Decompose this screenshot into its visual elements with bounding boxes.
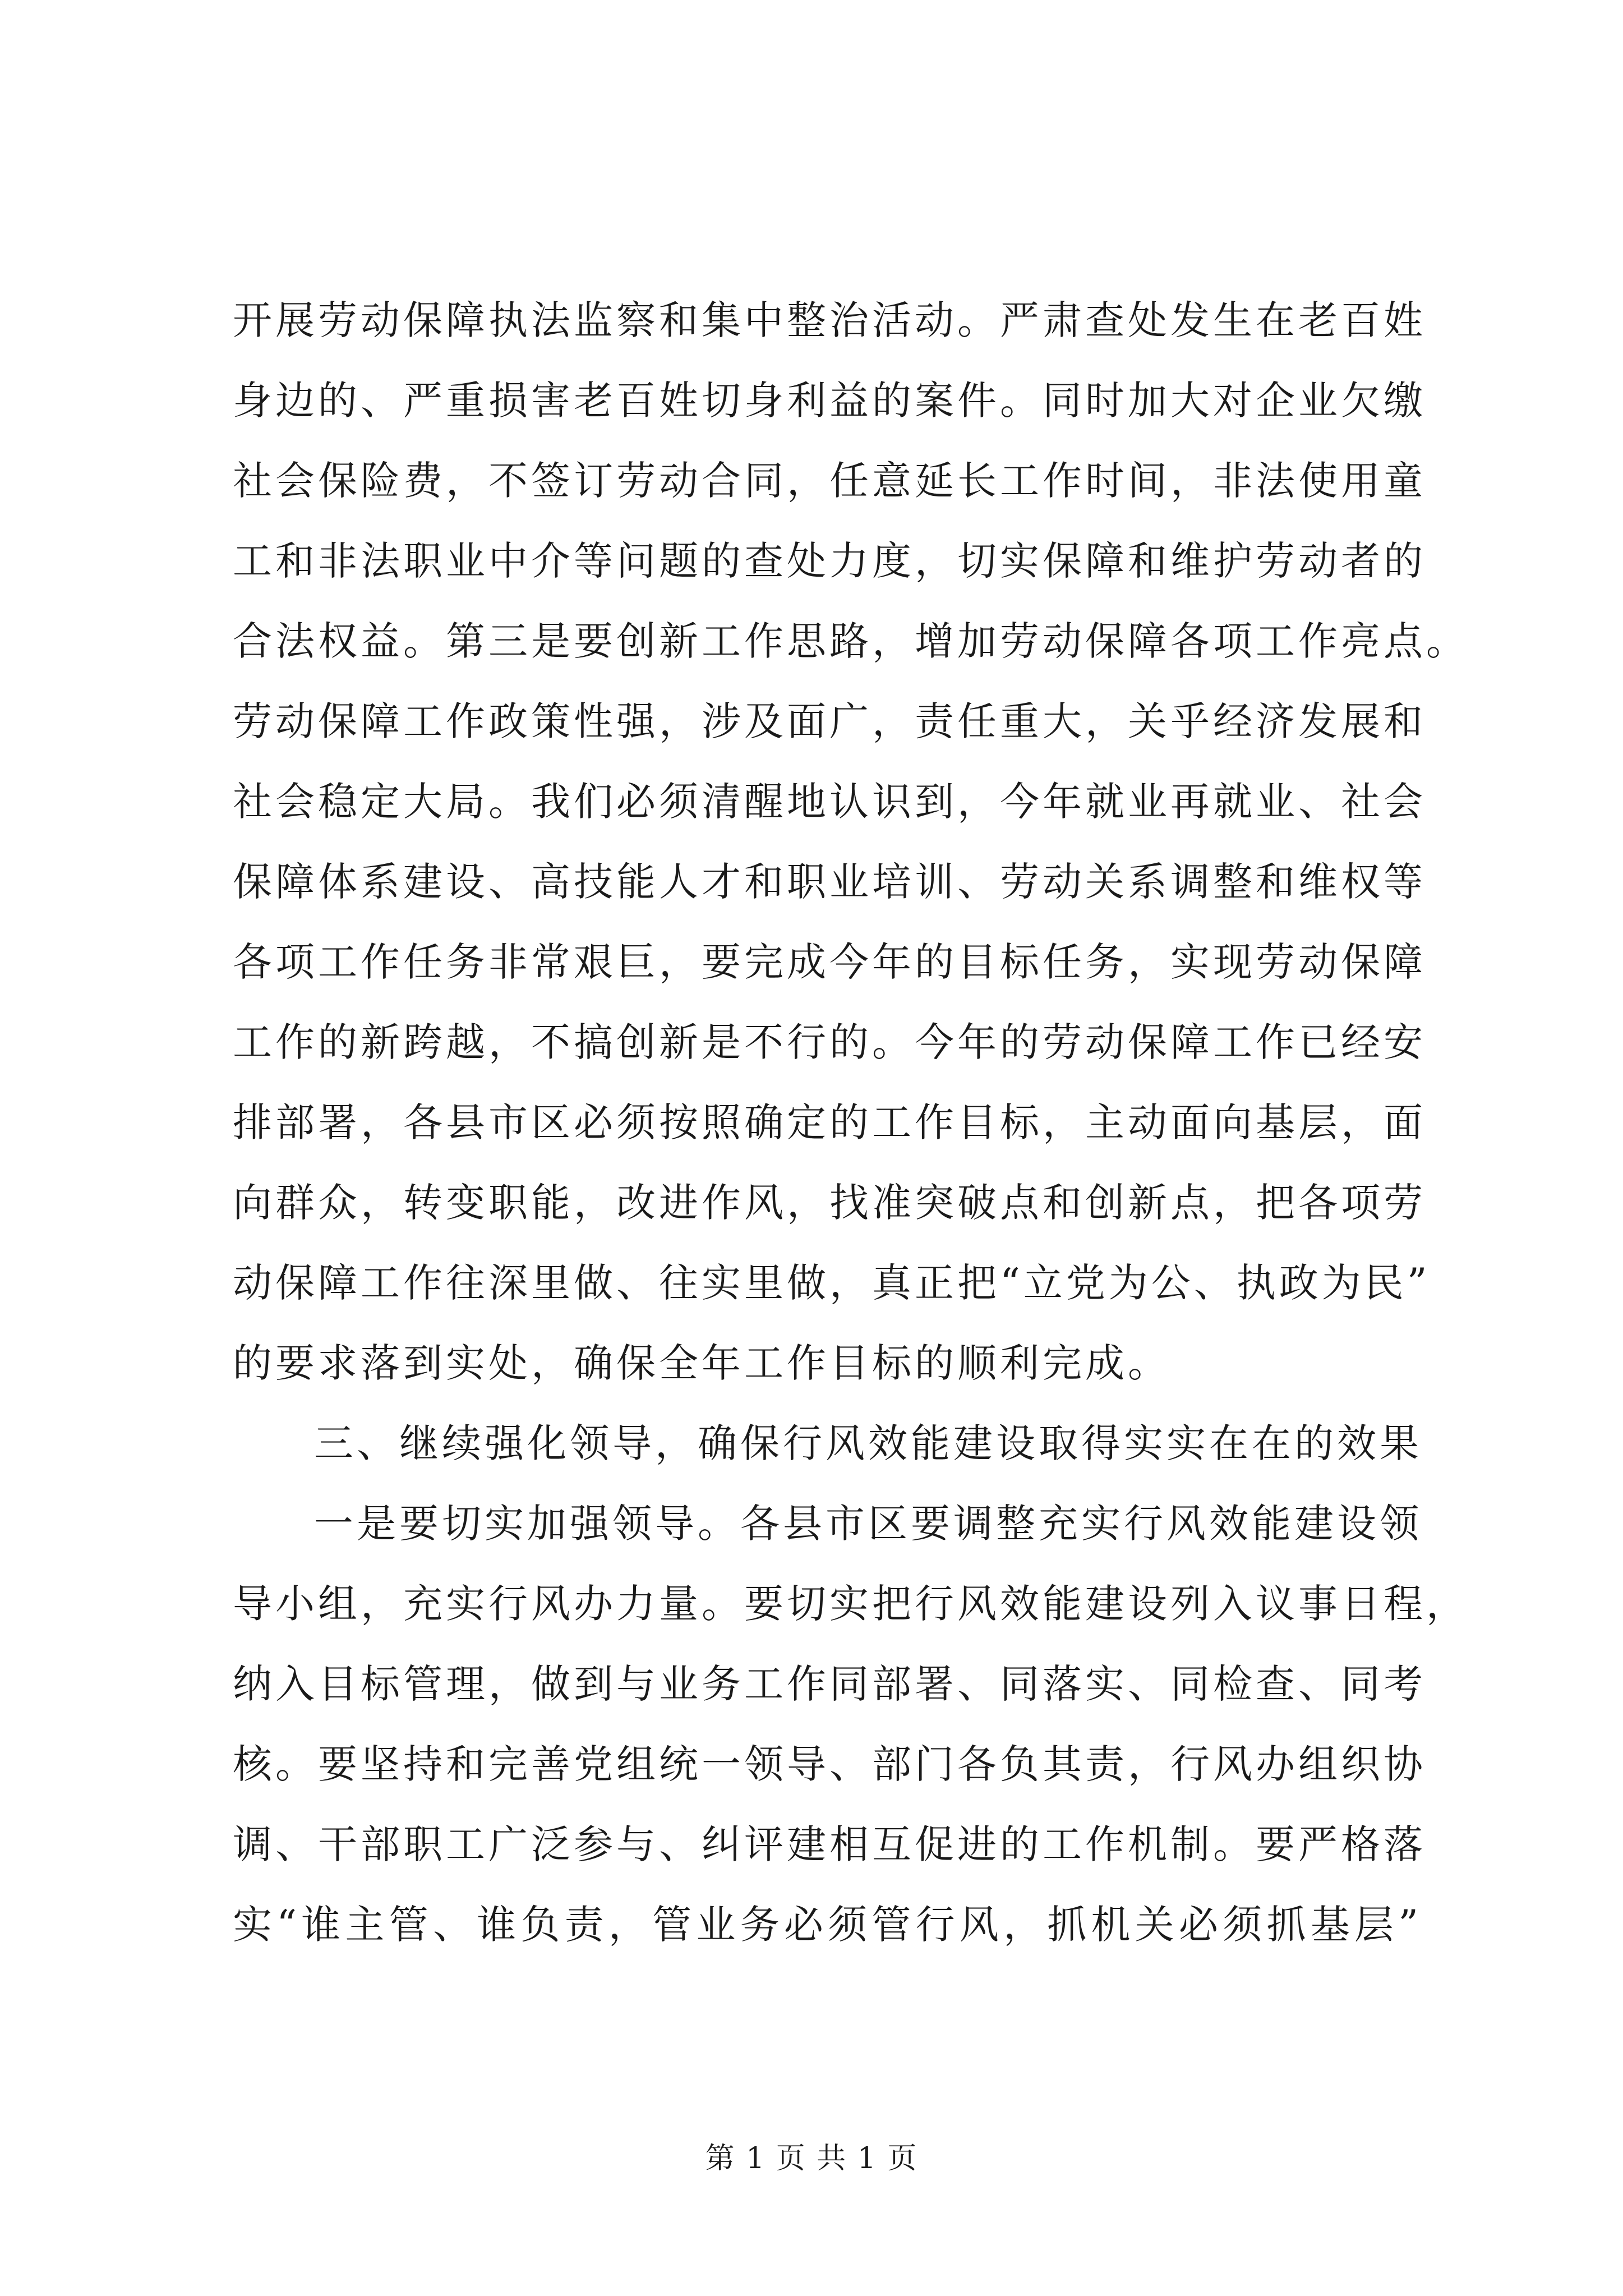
text-line-6: 劳动保障工作政策性强，涉及面广，责任重大，关乎经济发展和 [233,698,1426,744]
text-line-4: 工和非法职业中介等问题的查处力度，切实保障和维护劳动者的 [233,538,1426,584]
text-line-12: 向群众，转变职能，改进作风，找准突破点和创新点，把各项劳 [233,1180,1426,1226]
text-line-5: 合法权益。第三是要创新工作思路，增加劳动保障各项工作亮点。 [233,618,1469,664]
text-line-7: 社会稳定大局。我们必须清醒地认识到，今年就业再就业、社会 [233,779,1426,825]
text-line-10: 工作的新跨越，不搞创新是不行的。今年的劳动保障工作已经安 [233,1019,1426,1065]
text-line-21: 实“谁主管、谁负责，管业务必须管行风，抓机关必须抓基层” [233,1902,1422,1948]
text-line-8: 保障体系建设、高技能人才和职业培训、劳动关系调整和维权等 [233,859,1426,905]
text-line-18: 纳入目标管理，做到与业务工作同部署、同落实、同检查、同考 [233,1661,1426,1707]
text-line-1: 开展劳动保障执法监察和集中整治活动。严肃查处发生在老百姓 [233,297,1426,343]
text-line-19: 核。要坚持和完善党组统一领导、部门各负其责，行风办组织协 [233,1741,1426,1787]
text-line-14: 的要求落到实处，确保全年工作目标的顺利完成。 [233,1340,1170,1386]
text-line-3: 社会保险费，不签订劳动合同，任意延长工作时间，非法使用童 [233,458,1426,504]
text-line-13: 动保障工作往深里做、往实里做，真正把“立党为公、执政为民” [233,1260,1431,1306]
text-line-2: 身边的、严重损害老百姓切身利益的案件。同时加大对企业欠缴 [233,378,1426,424]
body-text [233,280,1469,1965]
text-line-17: 导小组，充实行风办力量。要切实把行风效能建设列入议事日程， [233,1581,1469,1627]
page-footer: 第 1 页 共 1 页 [705,2142,918,2175]
text-line-16: 一是要切实加强领导。各县市区要调整充实行风效能建设领 [314,1501,1422,1547]
text-line-9: 各项工作任务非常艰巨，要完成今年的目标任务，实现劳动保障 [233,939,1426,985]
text-line-20: 调、干部职工广泛参与、纠评建相互促进的工作机制。要严格落 [233,1821,1426,1867]
text-line-11: 排部署，各县市区必须按照确定的工作目标，主动面向基层，面 [233,1099,1426,1145]
section-heading: 三、继续强化领导，确保行风效能建设取得实实在在的效果 [314,1420,1422,1466]
